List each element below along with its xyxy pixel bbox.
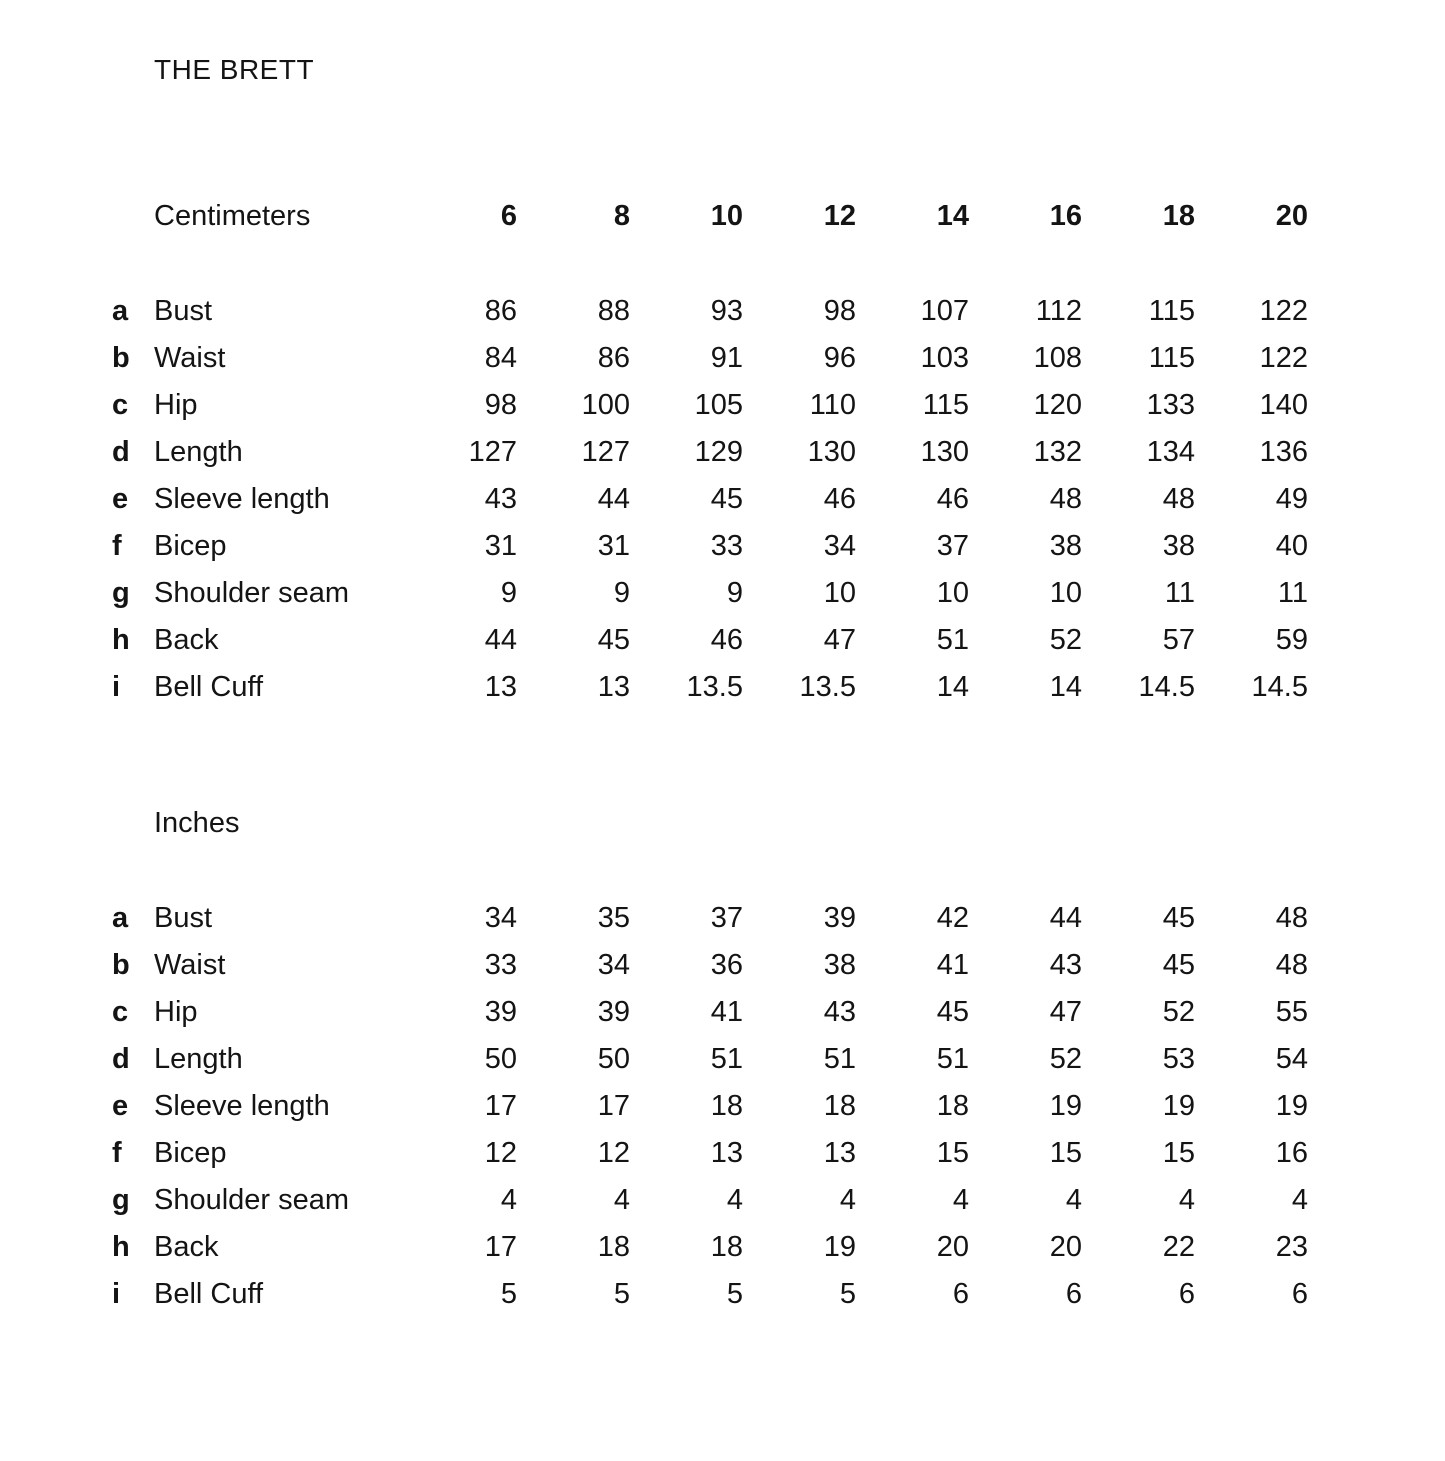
measurement-value: 130 <box>807 436 856 468</box>
measurement-row <box>112 570 1308 617</box>
measurement-value: 19 <box>1162 1090 1195 1122</box>
measurement-row <box>112 476 1308 523</box>
measurement-row <box>112 1130 1308 1177</box>
measurement-value: 36 <box>710 949 743 981</box>
page-title: THE BRETT <box>154 54 315 85</box>
measurement-value: 17 <box>484 1231 517 1263</box>
measurement-value: 16 <box>1275 1137 1308 1169</box>
measurement-value: 88 <box>597 295 630 327</box>
measurement-value: 15 <box>1162 1137 1195 1169</box>
measurement-value: 4 <box>952 1184 969 1216</box>
measurement-value: 46 <box>823 483 856 515</box>
inches-table-body <box>112 895 1308 1318</box>
row-label: Bust <box>154 902 213 934</box>
row-letter: h <box>112 1231 130 1263</box>
measurement-value: 37 <box>936 530 969 562</box>
measurement-value: 107 <box>920 295 969 327</box>
row-label: Back <box>154 624 219 656</box>
measurement-value: 115 <box>1148 342 1195 374</box>
measurement-value: 133 <box>1146 389 1195 421</box>
measurement-value: 41 <box>710 996 743 1028</box>
row-label: Shoulder seam <box>154 1184 350 1216</box>
measurement-value: 86 <box>597 342 630 374</box>
letter-column-spacer <box>112 800 154 895</box>
row-letter: e <box>112 483 129 515</box>
measurement-value: 132 <box>1033 436 1082 468</box>
measurement-value: 47 <box>1049 996 1082 1028</box>
measurement-value: 51 <box>823 1043 856 1075</box>
measurement-value: 134 <box>1146 436 1195 468</box>
measurement-row <box>112 942 1308 989</box>
measurement-value: 51 <box>936 624 969 656</box>
measurement-value: 14.5 <box>1138 671 1195 703</box>
measurement-value: 50 <box>484 1043 517 1075</box>
row-label: Bell Cuff <box>154 671 264 703</box>
measurement-value: 48 <box>1275 902 1308 934</box>
row-label: Hip <box>154 389 198 421</box>
row-letter: g <box>112 1184 130 1216</box>
measurement-value: 12 <box>597 1137 630 1169</box>
row-label: Sleeve length <box>154 483 330 515</box>
measurement-value: 98 <box>484 389 517 421</box>
row-letter: b <box>112 342 130 374</box>
measurement-value: 48 <box>1162 483 1195 515</box>
measurement-value: 33 <box>710 530 743 562</box>
measurement-value: 18 <box>710 1231 743 1263</box>
measurement-value: 44 <box>597 483 630 515</box>
row-label: Hip <box>154 996 198 1028</box>
measurement-value: 38 <box>823 949 856 981</box>
measurement-value: 45 <box>936 996 969 1028</box>
measurement-value: 19 <box>1049 1090 1082 1122</box>
size-column-header: 14 <box>936 200 969 232</box>
measurement-value: 50 <box>597 1043 630 1075</box>
size-column-header: 12 <box>823 200 856 232</box>
row-letter: c <box>112 389 129 421</box>
measurement-value: 37 <box>710 902 743 934</box>
row-letter: d <box>112 436 130 468</box>
row-letter: h <box>112 624 130 656</box>
measurement-value: 43 <box>823 996 856 1028</box>
measurement-value: 122 <box>1259 295 1308 327</box>
measurement-value: 42 <box>936 902 969 934</box>
row-label: Sleeve length <box>154 1090 330 1122</box>
measurement-value: 6 <box>1291 1278 1308 1310</box>
measurement-value: 46 <box>710 624 743 656</box>
measurement-row <box>112 288 1308 335</box>
measurement-value: 110 <box>809 389 856 421</box>
measurement-value: 18 <box>823 1090 856 1122</box>
header-row <box>112 193 1308 288</box>
measurement-value: 105 <box>694 389 743 421</box>
row-letter: i <box>112 671 121 703</box>
measurement-value: 18 <box>597 1231 630 1263</box>
measurement-value: 9 <box>613 577 630 609</box>
measurement-value: 14 <box>936 671 969 703</box>
measurement-value: 108 <box>1033 342 1082 374</box>
measurement-value: 10 <box>936 577 969 609</box>
unit-label-inches: Inches <box>154 807 240 839</box>
row-letter: d <box>112 1043 130 1075</box>
measurement-value: 127 <box>581 436 630 468</box>
measurement-value: 31 <box>484 530 517 562</box>
measurement-value: 17 <box>484 1090 517 1122</box>
measurement-value: 33 <box>484 949 517 981</box>
measurement-value: 103 <box>920 342 969 374</box>
measurement-value: 15 <box>936 1137 969 1169</box>
measurement-value: 84 <box>484 342 517 374</box>
measurement-value: 140 <box>1259 389 1308 421</box>
row-label: Length <box>154 1043 243 1075</box>
measurement-value: 4 <box>1291 1184 1308 1216</box>
row-label: Shoulder seam <box>154 577 350 609</box>
measurement-value: 22 <box>1162 1231 1195 1263</box>
measurement-value: 91 <box>710 342 743 374</box>
measurement-value: 120 <box>1033 389 1082 421</box>
measurement-value: 51 <box>936 1043 969 1075</box>
measurement-value: 5 <box>726 1278 743 1310</box>
measurement-value: 45 <box>710 483 743 515</box>
measurement-value: 54 <box>1275 1043 1308 1075</box>
measurement-row <box>112 1271 1308 1318</box>
size-column-header: 20 <box>1275 200 1308 232</box>
measurement-value: 13.5 <box>686 671 743 703</box>
measurement-row <box>112 1036 1308 1083</box>
measurement-value: 122 <box>1259 342 1308 374</box>
measurement-value: 15 <box>1049 1137 1082 1169</box>
measurement-value: 18 <box>710 1090 743 1122</box>
measurement-value: 13 <box>597 671 630 703</box>
measurement-value: 38 <box>1162 530 1195 562</box>
measurement-value: 52 <box>1162 996 1195 1028</box>
measurement-value: 14 <box>1049 671 1082 703</box>
measurement-row <box>112 523 1308 570</box>
measurement-value: 43 <box>1049 949 1082 981</box>
measurement-value: 19 <box>1275 1090 1308 1122</box>
measurement-value: 20 <box>936 1231 969 1263</box>
measurement-value: 45 <box>1162 902 1195 934</box>
measurement-value: 59 <box>1275 624 1308 656</box>
row-label: Bicep <box>154 530 227 562</box>
measurement-value: 5 <box>839 1278 856 1310</box>
measurement-value: 55 <box>1275 996 1308 1028</box>
measurement-value: 35 <box>597 902 630 934</box>
measurement-value: 13 <box>823 1137 856 1169</box>
size-column-header: 18 <box>1162 200 1195 232</box>
measurement-value: 129 <box>694 436 743 468</box>
measurement-row <box>112 382 1308 429</box>
measurement-value: 23 <box>1275 1231 1308 1263</box>
row-letter: g <box>112 577 130 609</box>
inches-table <box>112 800 1308 1318</box>
measurement-row <box>112 989 1308 1036</box>
row-label: Back <box>154 1231 219 1263</box>
header-row <box>112 800 1308 895</box>
measurement-row <box>112 895 1308 942</box>
measurement-value: 34 <box>597 949 630 981</box>
row-label: Waist <box>154 949 226 981</box>
measurement-value: 34 <box>823 530 856 562</box>
measurement-value: 49 <box>1275 483 1308 515</box>
row-label: Bell Cuff <box>154 1278 264 1310</box>
measurement-value: 43 <box>484 483 517 515</box>
measurement-row <box>112 335 1308 382</box>
size-column-header: 8 <box>613 200 630 232</box>
measurement-value: 45 <box>597 624 630 656</box>
measurement-value: 4 <box>613 1184 630 1216</box>
measurement-value: 39 <box>484 996 517 1028</box>
measurement-value: 5 <box>613 1278 630 1310</box>
measurement-value: 127 <box>468 436 517 468</box>
measurement-value: 136 <box>1259 436 1308 468</box>
measurement-value: 47 <box>823 624 856 656</box>
size-column-header: 10 <box>710 200 743 232</box>
row-label: Length <box>154 436 243 468</box>
measurement-value: 86 <box>484 295 517 327</box>
measurement-value: 53 <box>1162 1043 1195 1075</box>
measurement-value: 4 <box>726 1184 743 1216</box>
centimeters-table-body <box>112 288 1308 711</box>
measurement-value: 44 <box>484 624 517 656</box>
row-label: Bust <box>154 295 213 327</box>
measurement-value: 39 <box>597 996 630 1028</box>
measurement-value: 9 <box>726 577 743 609</box>
row-label: Waist <box>154 342 226 374</box>
measurement-value: 44 <box>1049 902 1082 934</box>
measurement-value: 13.5 <box>799 671 856 703</box>
measurement-value: 93 <box>710 295 743 327</box>
measurement-value: 14.5 <box>1251 671 1308 703</box>
row-letter: a <box>112 295 129 327</box>
measurement-value: 6 <box>1178 1278 1195 1310</box>
measurement-value: 46 <box>936 483 969 515</box>
measurement-value: 12 <box>484 1137 517 1169</box>
measurement-value: 18 <box>936 1090 969 1122</box>
measurement-value: 130 <box>920 436 969 468</box>
centimeters-table <box>112 193 1308 711</box>
measurement-value: 10 <box>1049 577 1082 609</box>
row-letter: a <box>112 902 129 934</box>
measurement-value: 38 <box>1049 530 1082 562</box>
measurement-value: 98 <box>823 295 856 327</box>
size-column-header: 16 <box>1049 200 1082 232</box>
measurement-value: 10 <box>823 577 856 609</box>
measurement-value: 13 <box>484 671 517 703</box>
size-column-header: 6 <box>500 200 517 232</box>
measurement-row <box>112 1177 1308 1224</box>
row-letter: c <box>112 996 129 1028</box>
measurement-value: 6 <box>952 1278 969 1310</box>
measurement-value: 48 <box>1049 483 1082 515</box>
letter-column-spacer <box>112 193 154 288</box>
measurement-value: 40 <box>1275 530 1308 562</box>
measurement-value: 19 <box>823 1231 856 1263</box>
measurement-value: 6 <box>1065 1278 1082 1310</box>
measurement-value: 52 <box>1049 1043 1082 1075</box>
measurement-value: 4 <box>500 1184 517 1216</box>
measurement-value: 115 <box>922 389 969 421</box>
row-letter: b <box>112 949 130 981</box>
unit-label-centimeters: Centimeters <box>154 200 311 232</box>
measurement-value: 9 <box>500 577 517 609</box>
measurement-value: 4 <box>1065 1184 1082 1216</box>
row-letter: i <box>112 1278 121 1310</box>
measurement-value: 39 <box>823 902 856 934</box>
measurement-value: 51 <box>710 1043 743 1075</box>
measurement-row <box>112 664 1308 711</box>
inches-table-header <box>112 800 1308 895</box>
measurement-row <box>112 429 1308 476</box>
measurement-value: 5 <box>500 1278 517 1310</box>
row-letter: f <box>112 1137 122 1169</box>
row-letter: f <box>112 530 122 562</box>
measurement-row <box>112 617 1308 664</box>
measurement-row <box>112 1083 1308 1130</box>
measurement-value: 4 <box>1178 1184 1195 1216</box>
measurement-value: 17 <box>597 1090 630 1122</box>
measurement-value: 96 <box>823 342 856 374</box>
measurement-value: 34 <box>484 902 517 934</box>
measurement-value: 41 <box>936 949 969 981</box>
centimeters-table-header <box>112 193 1308 288</box>
measurement-value: 100 <box>581 389 630 421</box>
measurement-value: 11 <box>1164 577 1195 609</box>
row-letter: e <box>112 1090 129 1122</box>
measurement-value: 13 <box>710 1137 743 1169</box>
measurement-value: 57 <box>1162 624 1195 656</box>
measurement-value: 115 <box>1148 295 1195 327</box>
measurement-value: 48 <box>1275 949 1308 981</box>
measurement-value: 112 <box>1035 295 1082 327</box>
measurement-value: 20 <box>1049 1231 1082 1263</box>
measurement-value: 4 <box>839 1184 856 1216</box>
measurement-value: 45 <box>1162 949 1195 981</box>
measurement-value: 31 <box>597 530 630 562</box>
measurement-row <box>112 1224 1308 1271</box>
measurement-value: 52 <box>1049 624 1082 656</box>
measurement-value: 11 <box>1277 577 1308 609</box>
row-label: Bicep <box>154 1137 227 1169</box>
